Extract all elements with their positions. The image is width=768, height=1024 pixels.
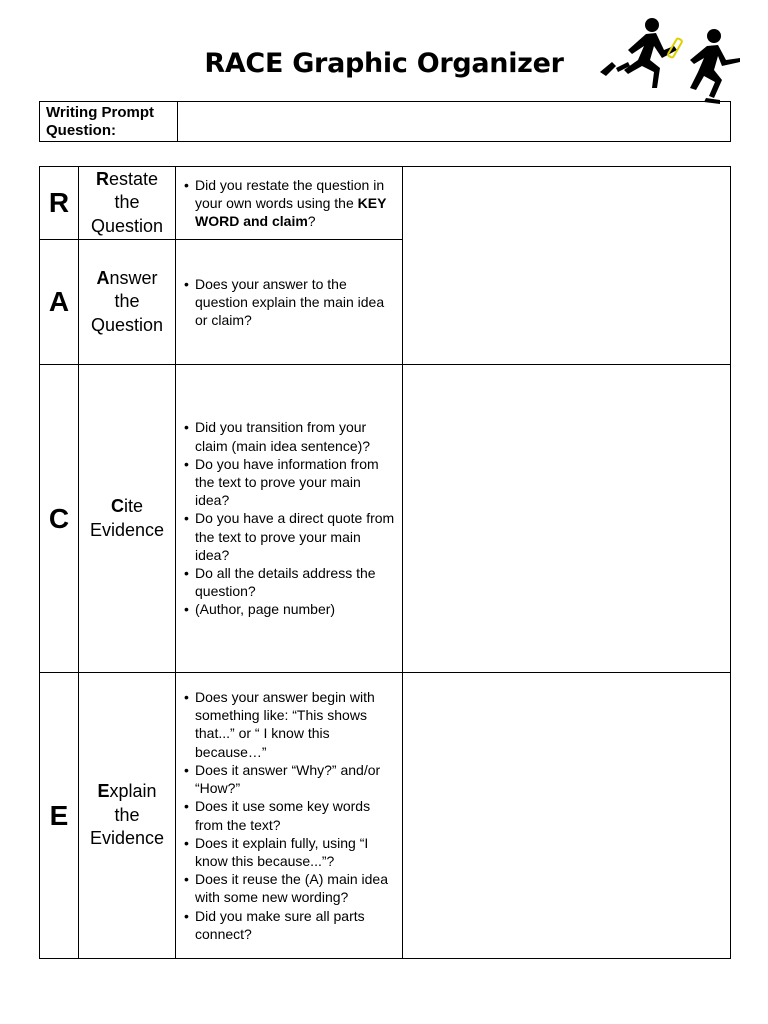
race-table (39, 166, 731, 959)
step-initial: C (110, 496, 124, 516)
race-step-label (79, 673, 176, 959)
checklist-item: • Do you have a direct quote from the text to prove your main idea? (184, 509, 396, 564)
writing-prompt-table (39, 101, 731, 142)
checklist-item: • Does it explain fully, using “I know this because...”? (184, 834, 396, 870)
race-letter: E (40, 673, 79, 959)
step-line: Question (90, 215, 164, 236)
race-checklist (176, 365, 403, 673)
step-initial: A (96, 267, 110, 288)
check-text: ? (307, 213, 316, 230)
writing-prompt-label: Writing Prompt Question: (40, 102, 178, 142)
race-step-label (79, 240, 176, 365)
step-rest: xplain (109, 781, 157, 802)
checklist-item (184, 176, 396, 231)
writing-prompt-field[interactable] (178, 102, 731, 142)
checklist-item: • Does your answer begin with something like: “This shows that...” or “ I know this because…” (184, 688, 396, 761)
key-word-text: KEY WORD and claim (195, 194, 387, 230)
page-title: RACE Graphic Organizer (204, 48, 564, 79)
checklist-item: • Did you transition from your claim (main idea sentence)? (184, 418, 396, 454)
race-checklist (176, 673, 403, 959)
race-letter: R (40, 167, 79, 240)
step-line: Evidence (89, 828, 165, 849)
checklist-item: • Do all the details address the question? (184, 564, 396, 600)
race-step-label (79, 167, 176, 240)
step-line: the (114, 804, 140, 825)
checklist-item: • Does it answer “Why?” and/or “How?” (184, 761, 396, 797)
checklist-item: • Did you make sure all parts connect? (184, 907, 396, 943)
race-step-label (79, 365, 176, 673)
checklist-item: • Do you have information from the text to prove your main idea? (184, 455, 396, 510)
cite-evidence-response-area[interactable] (403, 365, 731, 673)
relay-runners-icon (594, 16, 746, 104)
checklist-item: • (Author, page number) (184, 600, 396, 618)
checklist-item: • Does your answer to the question explain the main idea or claim? (184, 275, 396, 330)
step-rest: ite (123, 496, 143, 516)
step-line: Question (90, 314, 164, 335)
race-checklist (176, 167, 403, 240)
step-rest: estate (108, 168, 159, 189)
check-text: Did you restate the question in your own words using the (195, 176, 385, 211)
step-initial: R (95, 168, 109, 189)
race-checklist (176, 240, 403, 365)
explain-evidence-response-area[interactable] (403, 673, 731, 959)
restate-answer-response-area[interactable] (403, 167, 731, 365)
race-letter: A (40, 240, 79, 365)
step-line: Evidence (89, 519, 165, 540)
race-letter: C (40, 365, 79, 673)
step-rest: nswer (109, 267, 158, 288)
step-line: the (114, 291, 140, 312)
step-initial: E (97, 781, 110, 802)
checklist-item: • Does it reuse the (A) main idea with some new wording? (184, 870, 396, 906)
step-line: the (114, 192, 140, 213)
checklist-item: • Does it use some key words from the text? (184, 797, 396, 833)
